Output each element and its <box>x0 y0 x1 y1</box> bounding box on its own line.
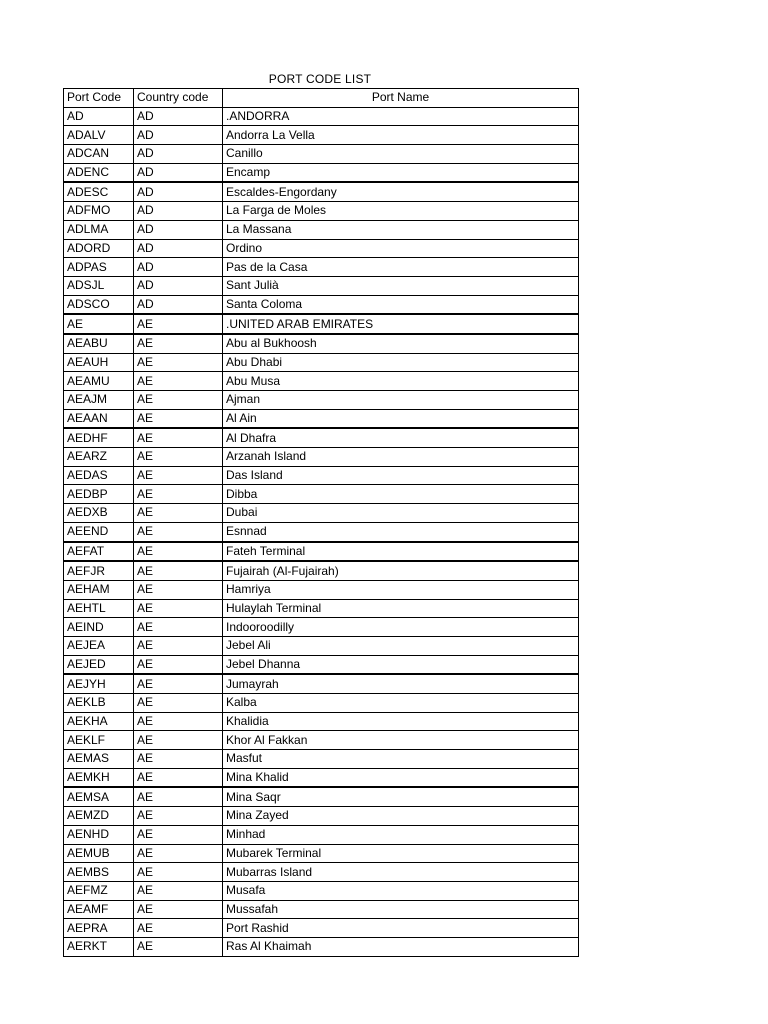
port-name-cell: Fujairah (Al-Fujairah) <box>223 561 579 580</box>
table-row <box>64 334 579 353</box>
table-row <box>64 768 579 787</box>
port-name-cell: Pas de la Casa <box>223 258 579 277</box>
port-code-cell: AEMKH <box>64 768 134 787</box>
table-row <box>64 636 579 655</box>
port-code-cell: AD <box>64 107 134 126</box>
table-row <box>64 937 579 956</box>
port-name-cell: Mina Khalid <box>223 768 579 787</box>
port-code-cell: AEFMZ <box>64 881 134 900</box>
port-code-header: Port Code <box>64 89 134 108</box>
port-code-cell: AEFJR <box>64 561 134 580</box>
table-row <box>64 202 579 221</box>
port-name-cell: Khor Al Fakkan <box>223 731 579 750</box>
port-code-cell: ADLMA <box>64 220 134 239</box>
port-name-header: Port Name <box>223 89 579 108</box>
port-name-cell: Ras Al Khaimah <box>223 937 579 956</box>
port-code-cell: AEDBP <box>64 485 134 504</box>
table-row <box>64 731 579 750</box>
port-name-cell: Al Ain <box>223 409 579 428</box>
country-code-cell: AD <box>134 295 223 314</box>
country-code-cell: AE <box>134 409 223 428</box>
table-header-row <box>64 89 579 108</box>
country-code-cell: AE <box>134 674 223 693</box>
port-code-cell: ADORD <box>64 239 134 258</box>
port-code-cell: AENHD <box>64 825 134 844</box>
port-code-cell: AEFAT <box>64 542 134 562</box>
port-code-cell: AERKT <box>64 937 134 956</box>
table-row <box>64 107 579 126</box>
table-row <box>64 163 579 182</box>
country-code-cell: AE <box>134 334 223 353</box>
country-code-cell: AD <box>134 163 223 182</box>
table-row <box>64 448 579 467</box>
table-row <box>64 750 579 769</box>
port-code-cell: AEAAN <box>64 409 134 428</box>
port-name-cell: Dibba <box>223 485 579 504</box>
port-name-cell: Minhad <box>223 825 579 844</box>
port-name-cell: Abu Dhabi <box>223 353 579 372</box>
country-code-cell: AD <box>134 145 223 164</box>
table-row <box>64 580 579 599</box>
port-name-cell: Mussafah <box>223 900 579 919</box>
country-code-cell: AE <box>134 937 223 956</box>
port-code-cell: AEEND <box>64 522 134 541</box>
country-code-cell: AE <box>134 561 223 580</box>
port-name-cell: Khalidia <box>223 712 579 731</box>
country-code-cell: AE <box>134 485 223 504</box>
table-row <box>64 919 579 938</box>
table-row <box>64 126 579 145</box>
port-name-cell: La Farga de Moles <box>223 202 579 221</box>
country-code-cell: AE <box>134 542 223 562</box>
port-name-cell: Dubai <box>223 504 579 523</box>
table-row <box>64 353 579 372</box>
port-name-cell: Indooroodilly <box>223 618 579 637</box>
port-code-cell: AEAMF <box>64 900 134 919</box>
port-name-cell: Mina Saqr <box>223 787 579 806</box>
table-body <box>64 107 579 956</box>
port-code-cell: AEPRA <box>64 919 134 938</box>
port-name-cell: Port Rashid <box>223 919 579 938</box>
country-code-cell: AD <box>134 220 223 239</box>
port-code-cell: AEKHA <box>64 712 134 731</box>
country-code-cell: AD <box>134 258 223 277</box>
port-name-cell: Kalba <box>223 694 579 713</box>
table-row <box>64 391 579 410</box>
country-code-cell: AE <box>134 522 223 541</box>
port-code-cell: ADALV <box>64 126 134 145</box>
country-code-cell: AE <box>134 750 223 769</box>
port-name-cell: Arzanah Island <box>223 448 579 467</box>
table-row <box>64 674 579 693</box>
port-name-cell: Abu Musa <box>223 372 579 391</box>
table-row <box>64 314 579 334</box>
port-name-cell: Jumayrah <box>223 674 579 693</box>
country-code-cell: AE <box>134 391 223 410</box>
port-name-cell: Hamriya <box>223 580 579 599</box>
country-code-cell: AE <box>134 863 223 882</box>
table-row <box>64 504 579 523</box>
table-row <box>64 900 579 919</box>
port-name-cell: .ANDORRA <box>223 107 579 126</box>
port-name-cell: Ajman <box>223 391 579 410</box>
country-code-cell: AE <box>134 580 223 599</box>
country-code-cell: AE <box>134 636 223 655</box>
country-code-cell: AD <box>134 239 223 258</box>
port-name-cell: Canillo <box>223 145 579 164</box>
port-name-cell: Esnnad <box>223 522 579 541</box>
port-code-cell: ADSCO <box>64 295 134 314</box>
table-row <box>64 428 579 447</box>
country-code-cell: AD <box>134 182 223 201</box>
country-code-cell: AE <box>134 731 223 750</box>
port-name-cell: Mubarras Island <box>223 863 579 882</box>
port-code-cell: ADSJL <box>64 276 134 295</box>
country-code-cell: AD <box>134 276 223 295</box>
table-row <box>64 276 579 295</box>
port-name-cell: Escaldes-Engordany <box>223 182 579 201</box>
port-code-cell: AEHAM <box>64 580 134 599</box>
table-row <box>64 863 579 882</box>
country-code-header: Country code <box>134 89 223 108</box>
port-name-cell: Santa Coloma <box>223 295 579 314</box>
country-code-cell: AE <box>134 466 223 485</box>
port-name-cell: Fateh Terminal <box>223 542 579 562</box>
country-code-cell: AE <box>134 807 223 826</box>
country-code-cell: AE <box>134 314 223 334</box>
port-name-cell: Jebel Dhanna <box>223 655 579 674</box>
port-code-cell: AEKLF <box>64 731 134 750</box>
country-code-cell: AE <box>134 712 223 731</box>
country-code-cell: AE <box>134 694 223 713</box>
table-row <box>64 220 579 239</box>
table-row <box>64 825 579 844</box>
port-code-cell: AEAJM <box>64 391 134 410</box>
port-code-cell: AEABU <box>64 334 134 353</box>
port-name-cell: .UNITED ARAB EMIRATES <box>223 314 579 334</box>
country-code-cell: AE <box>134 787 223 806</box>
port-name-cell: Das Island <box>223 466 579 485</box>
port-code-cell: ADPAS <box>64 258 134 277</box>
port-name-cell: Ordino <box>223 239 579 258</box>
port-name-cell: Al Dhafra <box>223 428 579 447</box>
table-row <box>64 372 579 391</box>
port-name-cell: Jebel Ali <box>223 636 579 655</box>
table-row <box>64 807 579 826</box>
country-code-cell: AE <box>134 919 223 938</box>
country-code-cell: AE <box>134 599 223 618</box>
port-name-cell: Encamp <box>223 163 579 182</box>
port-code-cell: AEKLB <box>64 694 134 713</box>
port-code-cell: AEMSA <box>64 787 134 806</box>
port-code-cell: AEMUB <box>64 844 134 863</box>
port-code-cell: ADESC <box>64 182 134 201</box>
port-code-cell: ADENC <box>64 163 134 182</box>
table-row <box>64 145 579 164</box>
table-row <box>64 409 579 428</box>
country-code-cell: AE <box>134 881 223 900</box>
port-code-cell: AEJYH <box>64 674 134 693</box>
port-code-cell: AEHTL <box>64 599 134 618</box>
country-code-cell: AD <box>134 107 223 126</box>
port-name-cell: Sant Julià <box>223 276 579 295</box>
port-name-cell: Andorra La Vella <box>223 126 579 145</box>
table-row <box>64 295 579 314</box>
country-code-cell: AE <box>134 655 223 674</box>
port-code-cell: AEJED <box>64 655 134 674</box>
table-row <box>64 522 579 541</box>
table-row <box>64 881 579 900</box>
country-code-cell: AD <box>134 202 223 221</box>
table-row <box>64 712 579 731</box>
table-row <box>64 258 579 277</box>
port-name-cell: Masfut <box>223 750 579 769</box>
port-name-cell: Hulaylah Terminal <box>223 599 579 618</box>
country-code-cell: AE <box>134 448 223 467</box>
table-row <box>64 787 579 806</box>
table-row <box>64 618 579 637</box>
port-code-cell: AEAUH <box>64 353 134 372</box>
table-row <box>64 844 579 863</box>
country-code-cell: AE <box>134 372 223 391</box>
port-code-cell: AEDAS <box>64 466 134 485</box>
port-code-cell: AEARZ <box>64 448 134 467</box>
country-code-cell: AE <box>134 900 223 919</box>
port-code-cell: ADCAN <box>64 145 134 164</box>
port-code-cell: AEDHF <box>64 428 134 447</box>
country-code-cell: AD <box>134 126 223 145</box>
page-title: PORT CODE LIST <box>268 72 372 86</box>
country-code-cell: AE <box>134 844 223 863</box>
port-code-cell: AEMBS <box>64 863 134 882</box>
table-row <box>64 561 579 580</box>
port-code-cell: AEJEA <box>64 636 134 655</box>
table-row <box>64 694 579 713</box>
port-name-cell: Mubarek Terminal <box>223 844 579 863</box>
port-code-cell: AEMAS <box>64 750 134 769</box>
port-code-cell: AEAMU <box>64 372 134 391</box>
port-code-cell: ADFMO <box>64 202 134 221</box>
table-row <box>64 485 579 504</box>
port-code-cell: AEDXB <box>64 504 134 523</box>
port-code-cell: AE <box>64 314 134 334</box>
country-code-cell: AE <box>134 504 223 523</box>
country-code-cell: AE <box>134 618 223 637</box>
table-row <box>64 542 579 562</box>
port-name-cell: La Massana <box>223 220 579 239</box>
table-row <box>64 466 579 485</box>
port-code-cell: AEIND <box>64 618 134 637</box>
country-code-cell: AE <box>134 825 223 844</box>
port-name-cell: Abu al Bukhoosh <box>223 334 579 353</box>
port-name-cell: Musafa <box>223 881 579 900</box>
table-row <box>64 655 579 674</box>
port-name-cell: Mina Zayed <box>223 807 579 826</box>
table-row <box>64 239 579 258</box>
country-code-cell: AE <box>134 428 223 447</box>
country-code-cell: AE <box>134 768 223 787</box>
table-row <box>64 182 579 201</box>
table-row <box>64 599 579 618</box>
port-code-table <box>63 88 579 957</box>
country-code-cell: AE <box>134 353 223 372</box>
port-code-cell: AEMZD <box>64 807 134 826</box>
